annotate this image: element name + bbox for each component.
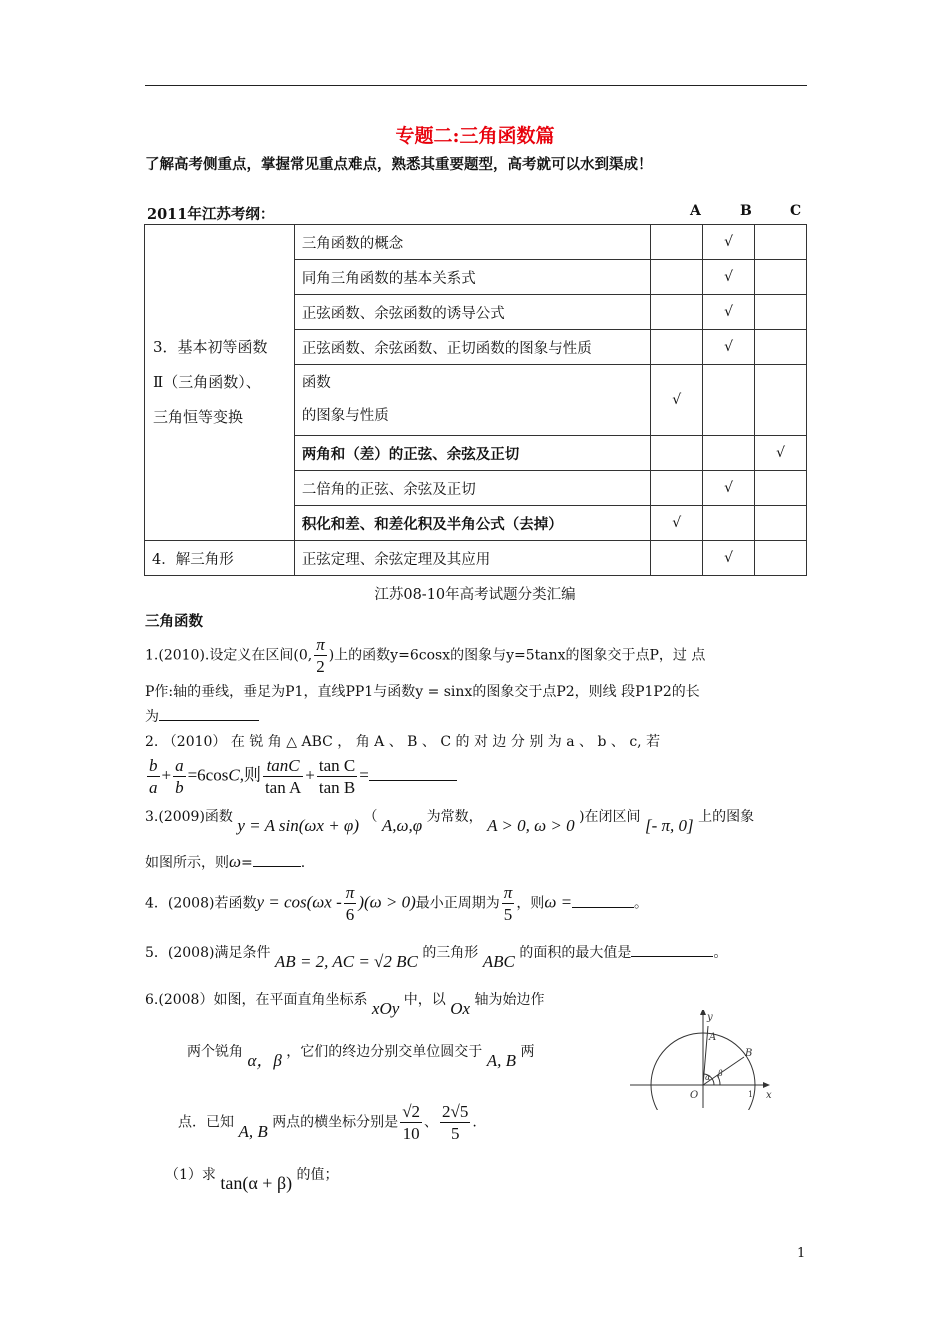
category-triangle: 4．解三角形 <box>145 541 295 576</box>
check-mark: √ <box>703 295 755 330</box>
table-row <box>145 541 807 576</box>
unit-circle-figure <box>628 1010 778 1110</box>
topic-cell: 函数 的图象与性质 <box>294 365 650 436</box>
point-a-label: A <box>709 1032 717 1043</box>
topic-cell: 积化和差、和差化积及半角公式（去掉） <box>294 506 650 541</box>
intro-text: 了解高考侧重点，掌握常见重点难点，熟悉其重要题型，高考就可以水到渠成！ <box>145 156 653 173</box>
page-number: 1 <box>797 1246 806 1261</box>
answer-blank <box>159 720 259 721</box>
y-arrow <box>700 1010 706 1015</box>
check-mark: √ <box>651 365 703 436</box>
page-title: 专题二:三角函数篇 <box>395 125 555 147</box>
answer-blank <box>631 956 713 957</box>
question-3-line-1: 3.(2009)函数 y = A sin(ωx + φ) （ A,ω,φ 为常数， A > 0, ω > 0 )在闭区间 [- π, 0] 上的图象 <box>145 809 755 835</box>
level-a-header: A <box>690 203 701 219</box>
question-1-line-1: 1.(2010).设定义在区间(0, $\frac{\pi}{2}$ )上的函数y=6cosx的图象与y=5tanx的图象交于点P，过 点 <box>145 635 706 676</box>
table-row <box>145 225 807 260</box>
question-3-line-2: 如图所示，则ω= . <box>145 852 306 871</box>
check-mark: √ <box>651 506 703 541</box>
question-2-formula: $\frac{b}{a}$ + $\frac{a}{b}$ =6cosC,则 $\frac{\tan C}{\text{tan A}}$ + $\frac{\text{tan C}}{\text{tan B}}$ = <box>145 755 457 798</box>
question-6-line-1: 6.(2008）如图，在平面直角坐标系 xOy 中，以 Ox 轴为始边作 <box>145 992 545 1018</box>
answer-blank <box>253 866 301 867</box>
alpha-label: α <box>705 1073 711 1082</box>
check-mark: √ <box>703 471 755 506</box>
topic-cell: 同角三角函数的基本关系式 <box>294 260 650 295</box>
x-axis-label: x <box>766 1090 772 1101</box>
y-axis-label: y <box>707 1012 713 1023</box>
answer-blank <box>369 780 457 781</box>
caption: 江苏08-10年高考试题分类汇编 <box>374 587 576 603</box>
topic-cell: 正弦函数、余弦函数的诱导公式 <box>294 295 650 330</box>
level-b-header: B <box>740 203 752 219</box>
answer-blank <box>572 907 634 908</box>
check-mark: √ <box>703 330 755 365</box>
header-rule <box>145 85 807 86</box>
check-mark: √ <box>703 260 755 295</box>
unit-tick-label: 1 <box>748 1090 754 1099</box>
question-1-line-3: 为 <box>145 707 259 727</box>
question-6-part-1: （1）求 tan(α + β) 的值； <box>165 1167 339 1193</box>
topic-cell: 正弦定理、余弦定理及其应用 <box>294 541 650 576</box>
topic-cell: 两角和（差）的正弦、余弦及正切 <box>294 436 650 471</box>
outline-label: 2011年江苏考纲： <box>147 206 275 223</box>
beta-label: β <box>718 1069 723 1078</box>
x-arrow <box>763 1082 770 1088</box>
question-6-line-3: 点．已知 A, B 两点的横坐标分别是 $\frac{√2}{10}$ 、 $\frac{2√5}{5}$ . <box>178 1102 477 1143</box>
topic-cell: 三角函数的概念 <box>294 225 650 260</box>
section-heading: 三角函数 <box>145 613 203 630</box>
question-6-line-2: 两个锐角 α，β ，它们的终边分别交单位圆交于 A, B 两 <box>187 1044 535 1070</box>
origin-label: O <box>690 1090 699 1101</box>
point-b-label: B <box>745 1048 753 1059</box>
category-trig: 3．基本初等函数 Ⅱ（三角函数）、 三角恒等变换 <box>145 225 295 541</box>
level-c-header: C <box>790 203 802 219</box>
topic-cell: 正弦函数、余弦函数、正切函数的图象与性质 <box>294 330 650 365</box>
question-4: 4．(2008)若函数y = cos(ωx - $\frac{\pi}{6}$ )(ω > 0)最小正周期为 $\frac{\pi}{5}$ ，则ω = 。 <box>145 883 649 924</box>
question-2-line-1: 2. （2010） 在 锐 角 △ ABC ， 角 A 、 B 、 C 的 对 边 分 别 为 a 、 b 、 c, 若 <box>145 734 661 750</box>
syllabus-table <box>144 224 807 576</box>
check-mark: √ <box>703 541 755 576</box>
question-5: 5．(2008)满足条件 AB = 2, AC = √2 BC 的三角形 ABC 的面积的最大值是 。 <box>145 945 728 971</box>
question-1-line-2: P作:轴的垂线，垂足为P1，直线PP1与函数y = sinx的图象交于点P2，则线 段P1P2的长 <box>145 684 700 700</box>
check-mark: √ <box>703 225 755 260</box>
topic-cell: 二倍角的正弦、余弦及正切 <box>294 471 650 506</box>
check-mark: √ <box>755 436 807 471</box>
